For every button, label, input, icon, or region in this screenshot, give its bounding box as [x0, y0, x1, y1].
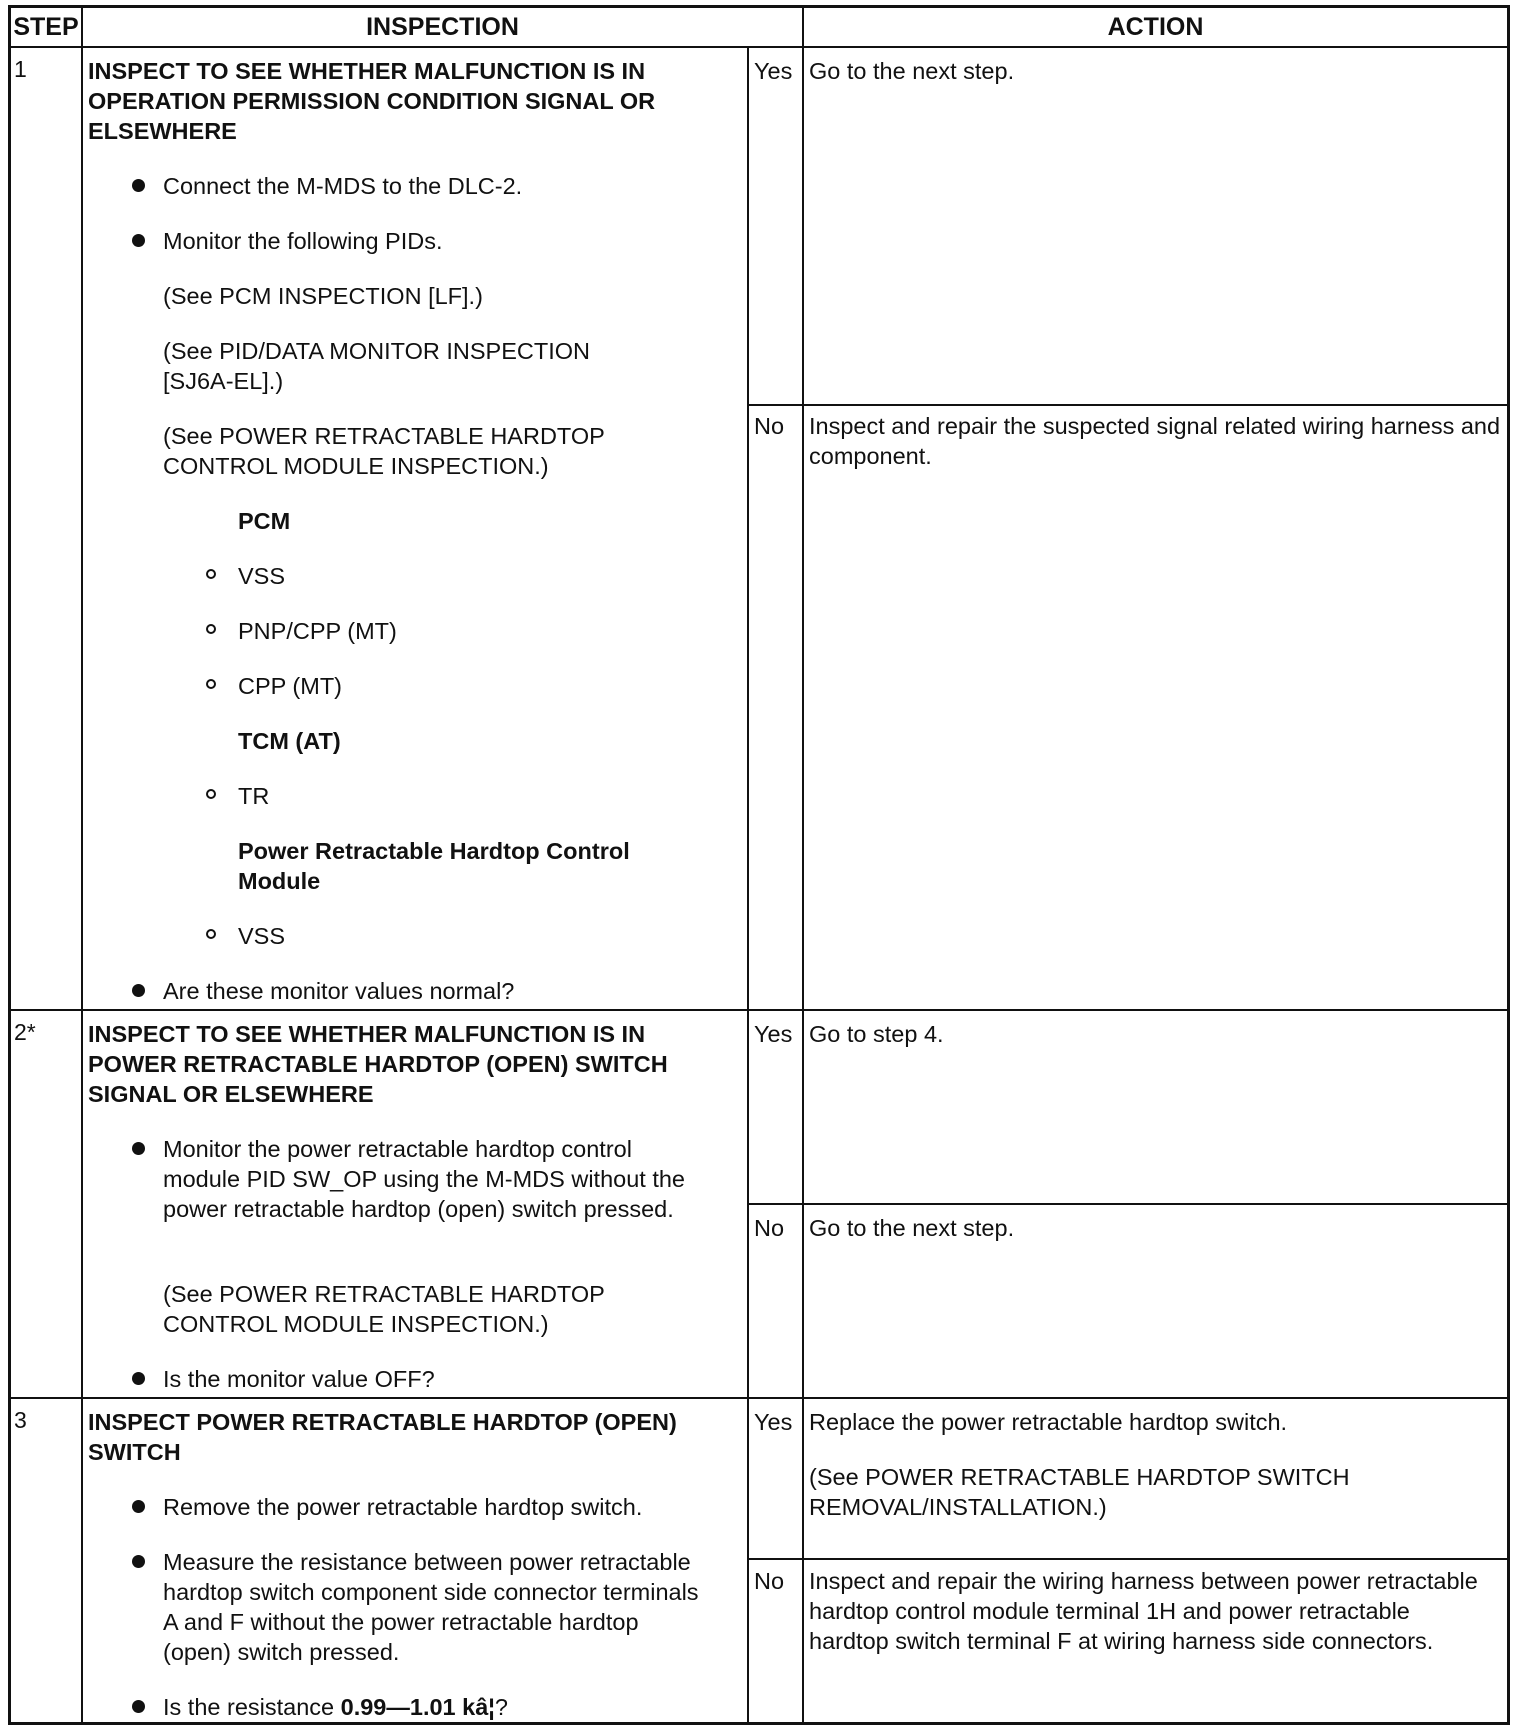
sub-bullet-icon [206, 624, 216, 634]
col-divider-action-header [802, 5, 804, 1725]
reference-note: (See POWER RETRACTABLE HARDTOP SWITCH REMOVAL/INSTALLATION.) [809, 1464, 1350, 1520]
reference-note: (See PID/DATA MONITOR INSPECTION [SJ6A-EL].) [163, 338, 590, 394]
header-inspection: INSPECTION [366, 13, 519, 41]
col-divider-inspection [747, 47, 749, 1725]
no-action: Inspect and repair the suspected signal related wiring harness and component. [809, 413, 1501, 469]
pid-group-heading: TCM (AT) [238, 728, 341, 754]
inspection-item: Remove the power retractable hardtop switch. [163, 1494, 643, 1520]
step-title: INSPECT TO SEE WHETHER MALFUNCTION IS IN OPERATION PERMISSION CONDITION SIGNAL OR ELSEWHERE [88, 58, 656, 144]
bullet-icon [132, 234, 145, 247]
no-label: No [754, 1215, 785, 1241]
yes-action: Replace the power retractable hardtop switch. [809, 1409, 1288, 1435]
sub-bullet-icon [206, 679, 216, 689]
yesno-divider-step1 [747, 404, 1510, 406]
inspection-item: Monitor the power retractable hardtop control module PID SW_OP using the M-MDS without the power retractable hardtop (open) switch pressed. [163, 1136, 686, 1222]
question-mark: ? [494, 1694, 508, 1720]
yes-action: Go to the next step. [809, 58, 1015, 84]
bullet-icon [132, 1555, 145, 1568]
no-label: No [754, 413, 785, 439]
pid-item: VSS [238, 563, 286, 589]
inspection-question [163, 1692, 508, 1722]
step-number: 2* [14, 1019, 36, 1045]
pid-item: TR [238, 783, 270, 809]
header-action: ACTION [1107, 13, 1204, 41]
pid-group-heading: PCM [238, 508, 291, 534]
yes-label: Yes [754, 58, 793, 84]
yesno-divider-step3 [747, 1558, 1510, 1560]
step-title: INSPECT POWER RETRACTABLE HARDTOP (OPEN) SWITCH [88, 1409, 677, 1465]
pid-item: PNP/CPP (MT) [238, 618, 397, 644]
sub-bullet-icon [206, 789, 216, 799]
reference-note: (See PCM INSPECTION [LF].) [163, 283, 483, 309]
row-divider-header [8, 46, 1510, 48]
sub-bullet-icon [206, 569, 216, 579]
bullet-icon [132, 1372, 145, 1385]
yesno-divider-step2 [747, 1203, 1510, 1205]
no-label: No [754, 1568, 785, 1594]
no-action: Go to the next step. [809, 1215, 1015, 1241]
pid-group-heading: Power Retractable Hardtop Control Module [238, 838, 630, 894]
border-top [8, 5, 1510, 8]
reference-note: (See POWER RETRACTABLE HARDTOP CONTROL MODULE INSPECTION.) [163, 1281, 605, 1337]
border-right [1507, 5, 1510, 1725]
step-number: 3 [14, 1407, 27, 1433]
bullet-icon [132, 1700, 145, 1713]
col-divider-step [81, 5, 83, 1725]
inspection-item: Connect the M-MDS to the DLC-2. [163, 173, 523, 199]
question-text: Is the resistance [163, 1694, 341, 1720]
resistance-value: 0.99—1.01 kâ¦ [340, 1694, 495, 1720]
yes-action: Go to step 4. [809, 1021, 944, 1047]
pid-item: CPP (MT) [238, 673, 343, 699]
sub-bullet-icon [206, 929, 216, 939]
border-left [8, 5, 11, 1725]
header-step: STEP [13, 13, 79, 41]
row-divider-step2 [8, 1397, 1510, 1399]
row-divider-step1 [8, 1009, 1510, 1011]
step-number: 1 [14, 56, 27, 82]
bullet-icon [132, 1500, 145, 1513]
bullet-icon [132, 179, 145, 192]
yes-label: Yes [754, 1409, 793, 1435]
no-action: Inspect and repair the wiring harness between power retractable hardtop control module terminal 1H and power retractable hardtop switch terminal F at wiring harness side connectors. [809, 1568, 1478, 1654]
inspection-item: Monitor the following PIDs. [163, 228, 443, 254]
inspection-question: Is the monitor value OFF? [163, 1366, 435, 1392]
inspection-item: Measure the resistance between power retractable hardtop switch component side connector terminals A and F without the power retractable hardtop (open) switch pressed. [163, 1549, 699, 1665]
border-bottom [8, 1722, 1510, 1725]
yes-label: Yes [754, 1021, 793, 1047]
step-title: INSPECT TO SEE WHETHER MALFUNCTION IS IN POWER RETRACTABLE HARDTOP (OPEN) SWITCH SIGNAL OR ELSEWHERE [88, 1021, 668, 1107]
bullet-icon [132, 1142, 145, 1155]
pid-item: VSS [238, 923, 286, 949]
reference-note: (See POWER RETRACTABLE HARDTOP CONTROL MODULE INSPECTION.) [163, 423, 605, 479]
inspection-question: Are these monitor values normal? [163, 978, 515, 1004]
bullet-icon [132, 984, 145, 997]
